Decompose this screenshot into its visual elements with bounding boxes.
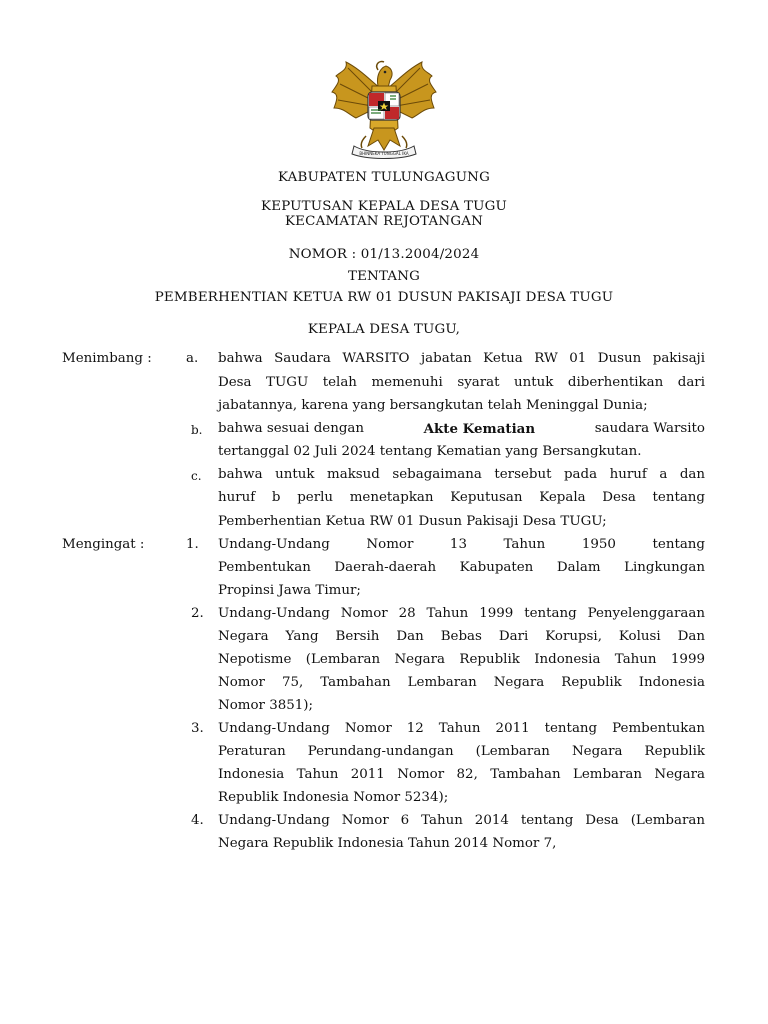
list-item-line: Undang-Undang Nomor 28 Tahun 1999 tentang Penyelenggaraan <box>218 606 705 621</box>
list-marker: b. <box>191 423 203 437</box>
akte-kematian-emphasis: Akte Kematian <box>423 421 536 437</box>
list-item-line: jabatannya, karena yang bersangkutan telah Meninggal Dunia; <box>218 398 648 413</box>
decree-subject: PEMBERHENTIAN KETUA RW 01 DUSUN PAKISAJI DESA TUGU <box>154 290 614 305</box>
district-title: KECAMATAN REJOTANGAN <box>284 214 484 229</box>
list-item-line: Undang-Undang Nomor 13 Tahun 1950 tentang <box>218 537 705 552</box>
list-marker: a. <box>186 351 199 366</box>
text-segment: saudara Warsito <box>594 421 705 436</box>
list-item-line: Desa TUGU telah memenuhi syarat untuk diberhentikan dari <box>218 375 705 390</box>
list-item-line: Peraturan Perundang-undangan (Lembaran Negara Republik <box>218 744 705 759</box>
mengingat-label: Mengingat : <box>62 537 145 552</box>
list-item-line <box>218 421 705 437</box>
list-item-line: Indonesia Tahun 2011 Nomor 82, Tambahan Lembaran Negara <box>218 767 705 782</box>
list-item-line: bahwa untuk maksud sebagaimana tersebut pada huruf a dan <box>218 467 705 482</box>
list-marker: 2. <box>191 606 204 621</box>
text-segment: bahwa sesuai dengan <box>218 421 364 436</box>
list-item-line: Nepotisme (Lembaran Negara Republik Indonesia Tahun 1999 <box>218 652 705 667</box>
emblem-motto: BHINNEKA TUNGGAL IKA <box>359 151 409 156</box>
regency-title: KABUPATEN TULUNGAGUNG <box>278 170 490 185</box>
list-marker: 3. <box>191 721 204 736</box>
about-heading: TENTANG <box>347 269 421 284</box>
decree-number: NOMOR : 01/13.2004/2024 <box>288 247 480 262</box>
list-marker: 4. <box>191 813 204 828</box>
list-item-line: Pemberhentian Ketua RW 01 Dusun Pakisaji Desa TUGU; <box>218 514 607 529</box>
list-item-line: huruf b perlu menetapkan Keputusan Kepala Desa tentang <box>218 490 705 505</box>
list-marker: c. <box>191 469 202 483</box>
list-marker: 1. <box>186 537 199 552</box>
list-item-line: Undang-Undang Nomor 6 Tahun 2014 tentang Desa (Lembaran <box>218 813 705 828</box>
authority-heading: KEPALA DESA TUGU, <box>307 322 461 337</box>
decree-title: KEPUTUSAN KEPALA DESA TUGU <box>261 199 507 214</box>
list-item-line: Nomor 3851); <box>218 698 314 713</box>
list-item-line: Pembentukan Daerah-daerah Kabupaten Dalam Lingkungan <box>218 560 705 575</box>
list-item-line: Negara Republik Indonesia Tahun 2014 Nomor 7, <box>218 836 557 851</box>
list-item-line: Republik Indonesia Nomor 5234); <box>218 790 449 805</box>
garuda-emblem-icon <box>328 58 440 160</box>
list-item-line: Nomor 75, Tambahan Lembaran Negara Republik Indonesia <box>218 675 705 690</box>
list-item-line: Undang-Undang Nomor 12 Tahun 2011 tentang Pembentukan <box>218 721 705 736</box>
list-item-line: tertanggal 02 Juli 2024 tentang Kematian yang Bersangkutan. <box>218 444 642 459</box>
list-item-line: bahwa Saudara WARSITO jabatan Ketua RW 01 Dusun pakisaji <box>218 351 705 366</box>
list-item-line: Negara Yang Bersih Dan Bebas Dari Korupsi, Kolusi Dan <box>218 629 705 644</box>
menimbang-label: Menimbang : <box>62 351 152 366</box>
list-item-line: Propinsi Jawa Timur; <box>218 583 361 598</box>
